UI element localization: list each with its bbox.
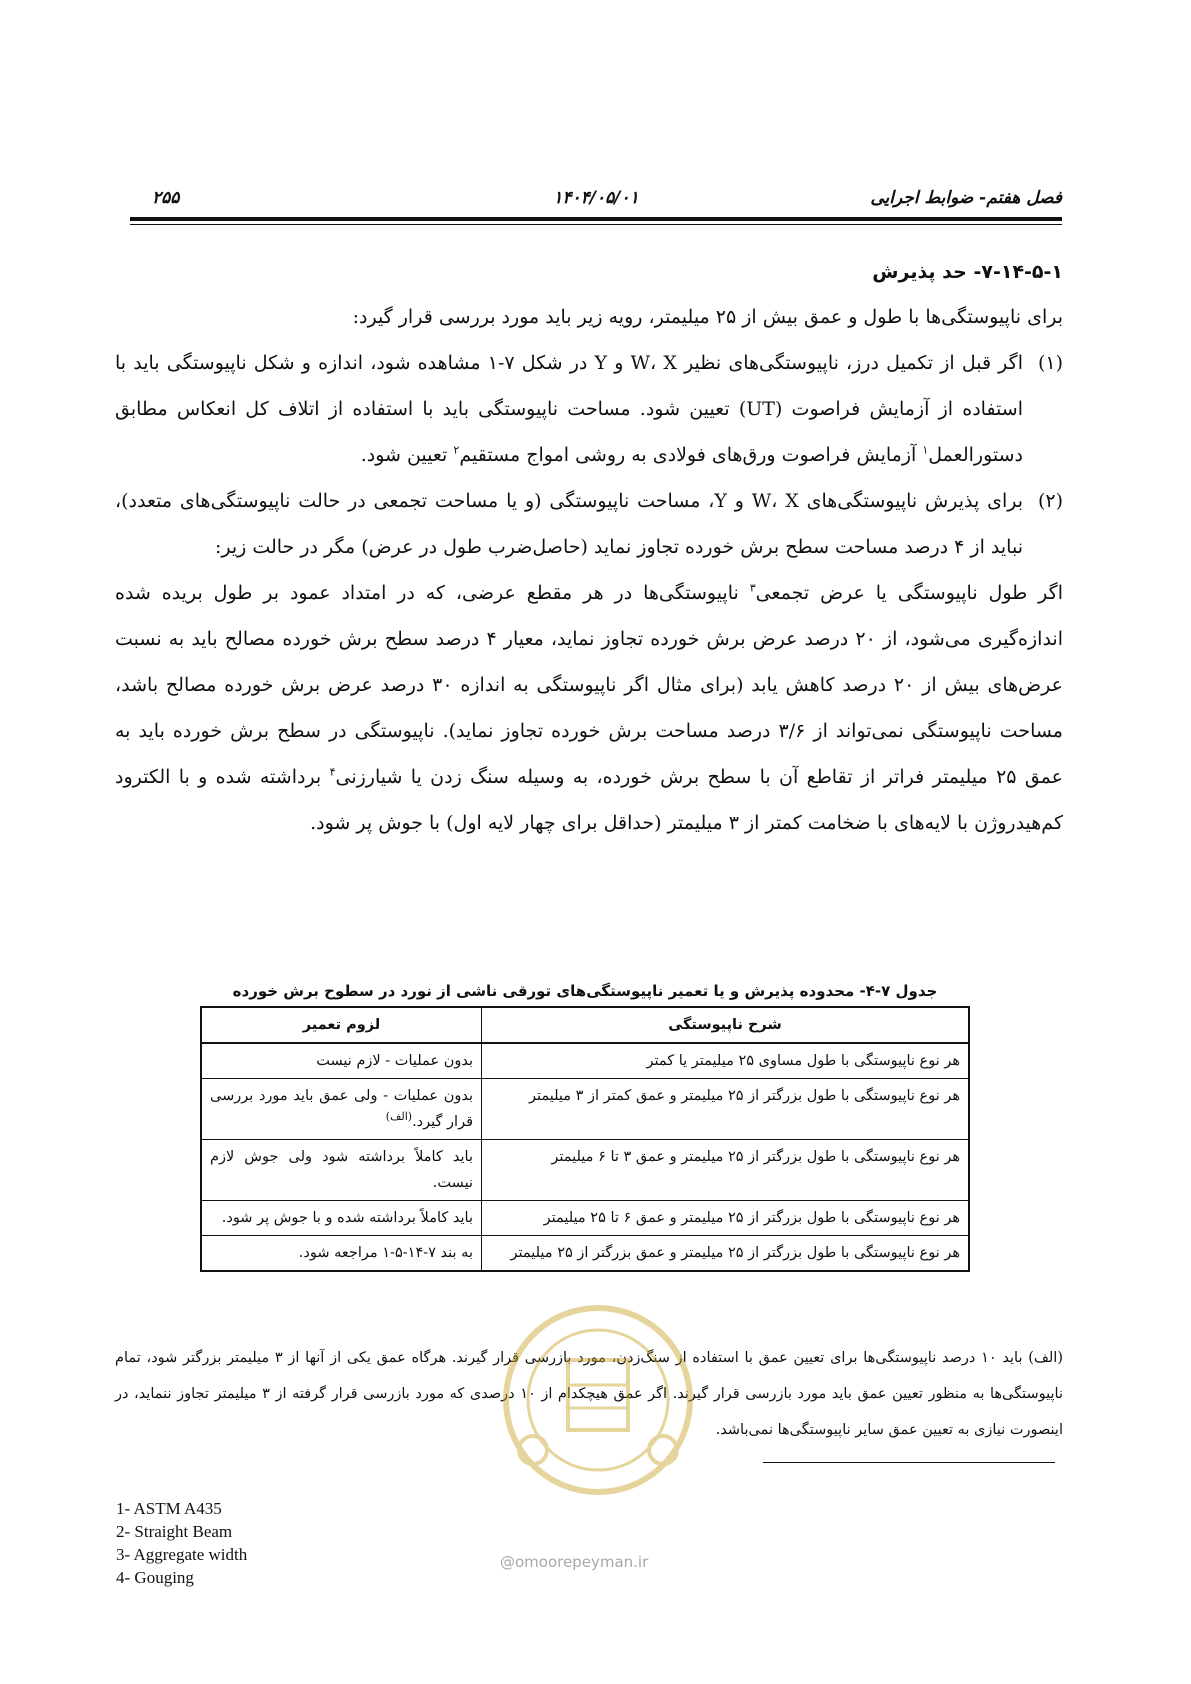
cell-description: هر نوع ناپیوستگی با طول بزرگتر از ۲۵ میلیمتر و عمق ۳ تا ۶ میلیمتر [482,1140,970,1201]
watermark-seal-icon [488,1290,708,1530]
list-item [115,340,1063,478]
cell-repair [201,1236,482,1272]
item-text: اگر قبل از تکمیل درز، ناپیوستگی‌های نظیر W، X و Y در شکل ۷-۱ مشاهده شود، اندازه و شکل ناپیوستگی باید با استفاده از آزمایش فراصوت (UT) تعیین شود. مساحت ناپیوستگی باید با استفاده از اتلاف کل انعکاس مطابق دستورالعمل [115,352,1023,466]
repair-text: باید کاملاً برداشته شود ولی جوش لازم نیست. [210,1149,473,1191]
cell-repair [201,1043,482,1079]
cell-description: هر نوع ناپیوستگی با طول مساوی ۲۵ میلیمتر یا کمتر [482,1043,970,1079]
footnote-ref[interactable]: ۱ [922,443,929,457]
header-rule-thin [130,224,1062,225]
paragraph-text: برداشته شده و با الکترود کم‌هیدروژن با لایه‌های با ضخامت کمتر از ۳ میلیمتر (حداقل برای چهار لایه اول) با جوش پر شود. [115,766,1063,834]
table-header-row [201,1007,969,1043]
page-header [130,188,1062,216]
table-row [201,1201,969,1236]
footnote-item: 1- ASTM A435 [116,1499,222,1518]
table-row [201,1236,969,1272]
repair-text: بدون عملیات - لازم نیست [316,1053,473,1069]
page-number: ۲۵۵ [152,188,180,208]
footnote-rule [763,1462,1055,1463]
column-header-description: شرح ناپیوستگی [482,1007,970,1043]
footnote-ref[interactable]: ۳ [749,581,756,595]
footnote-item: 2- Straight Beam [116,1522,233,1541]
at-icon: @ [500,1553,515,1571]
acceptance-table [200,1006,970,1272]
cell-description: هر نوع ناپیوستگی با طول بزرگتر از ۲۵ میلیمتر و عمق کمتر از ۳ میلیمتر [482,1079,970,1140]
cell-description: هر نوع ناپیوستگی با طول بزرگتر از ۲۵ میلیمتر و عمق ۶ تا ۲۵ میلیمتر [482,1201,970,1236]
repair-text: به بند ۷-۱۴-۵-۱ مراجعه شود. [298,1245,473,1261]
item-number: (۱) [1037,352,1063,374]
table-row [201,1043,969,1079]
cell-repair [201,1140,482,1201]
item-text: تعیین شود. [360,444,448,466]
intro-paragraph: برای ناپیوستگی‌ها با طول و عمق بیش از ۲۵ میلیمتر، رویه زیر باید مورد بررسی قرار گیرد: [352,306,1063,328]
cell-repair [201,1079,482,1140]
column-header-repair: لزوم تعمیر [201,1007,482,1043]
body-paragraph [115,570,1063,846]
repair-text: باید کاملاً برداشته شده و با جوش پر شود. [221,1210,473,1226]
table-footnote: (الف) باید ۱۰ درصد ناپیوستگی‌ها برای تعیین عمق با استفاده از سنگ‌زدن، مورد بازرسی قرار گیرند. هرگاه عمق یکی از آنها از ۳ میلیمتر بزرگتر شود، تمام ناپیوستگی‌ها به منظور تعیین عمق باید مورد بازرسی قرار گیرند. اگر عمق هیچکدام از ۱۰ درصدی که مورد بازرسی قرار گرفته از ۳ میلیمتر تجاوز ننماید، در اینصورت نیازی به تعیین عمق سایر ناپیوستگی‌ها نمی‌باشد. [115,1350,1063,1438]
item-number: (۲) [1037,490,1063,512]
repair-text: بدون عملیات - ولی عمق باید مورد بررسی قرار گیرد. [210,1088,473,1130]
paragraph-text: اگر طول ناپیوستگی یا عرض تجمعی [755,582,1063,604]
header-date: ۱۴۰۴/۰۵/۰۱ [553,188,639,208]
table-note-ref[interactable]: (الف) [385,1110,413,1124]
watermark-url: omoorepeyman.ir [515,1553,649,1571]
footnotes [116,1497,247,1589]
item-text: برای پذیرش ناپیوستگی‌های W، X و Y، مساحت ناپیوستگی (و یا مساحت تجمعی در حالت ناپیوستگی‌های متعدد)، نباید از ۴ درصد مساحت سطح برش خورده تجاوز نماید (حاصل‌ضرب طول در عرض) مگر در حالت زیر: [115,490,1024,558]
table-caption: جدول ۷-۴- محدوده پذیرش و یا تعمیر ناپیوستگی‌های تورقی ناشی از نورد در سطوح برش خورده [232,982,938,1000]
footnote-item: 3- Aggregate width [116,1545,248,1564]
list-item [115,478,1063,570]
item-text: آزمایش فراصوت ورق‌های فولادی به روشی امواج مستقیم [459,444,917,466]
header-rule-thick [130,217,1062,221]
section-body [115,250,1063,846]
footnote-ref[interactable]: ۴ [329,765,336,779]
paragraph-text: ناپیوستگی‌ها در هر مقطع عرضی، که در امتداد عمود بر طول بریده شده اندازه‌گیری می‌شود، از ۲۰ درصد عرض برش خورده تجاوز نماید، معیار ۴ درصد سطح برش خورده مصالح باید به نسبت عرض‌های بیش از ۲۰ درصد کاهش یابد (برای مثال اگر ناپیوستگی به اندازه ۳۰ درصد عرض برش خورده مصالح باشد، مساحت ناپیوستگی نمی‌تواند از ۳/۶ درصد مساحت برش خورده تجاوز نماید). ناپیوستگی در سطح برش خورده باید به عمق ۲۵ میلیمتر فراتر از تقاطع آن با سطح برش خورده، به وسیله سنگ زدن یا شیارزنی [115,582,1064,788]
cell-repair [201,1201,482,1236]
section-title: ۷-۱۴-۵-۱- حد پذیرش [872,261,1063,283]
chapter-title: فصل هفتم- ضوابط اجرایی [870,188,1062,208]
watermark-text [500,1553,648,1571]
table-row [201,1140,969,1201]
table-row [201,1079,969,1140]
cell-description: هر نوع ناپیوستگی با طول بزرگتر از ۲۵ میلیمتر و عمق بزرگتر از ۲۵ میلیمتر [482,1236,970,1272]
footnote-ref[interactable]: ۲ [453,443,460,457]
table-block [200,982,970,1272]
footnote-item: 4- Gouging [116,1568,194,1587]
